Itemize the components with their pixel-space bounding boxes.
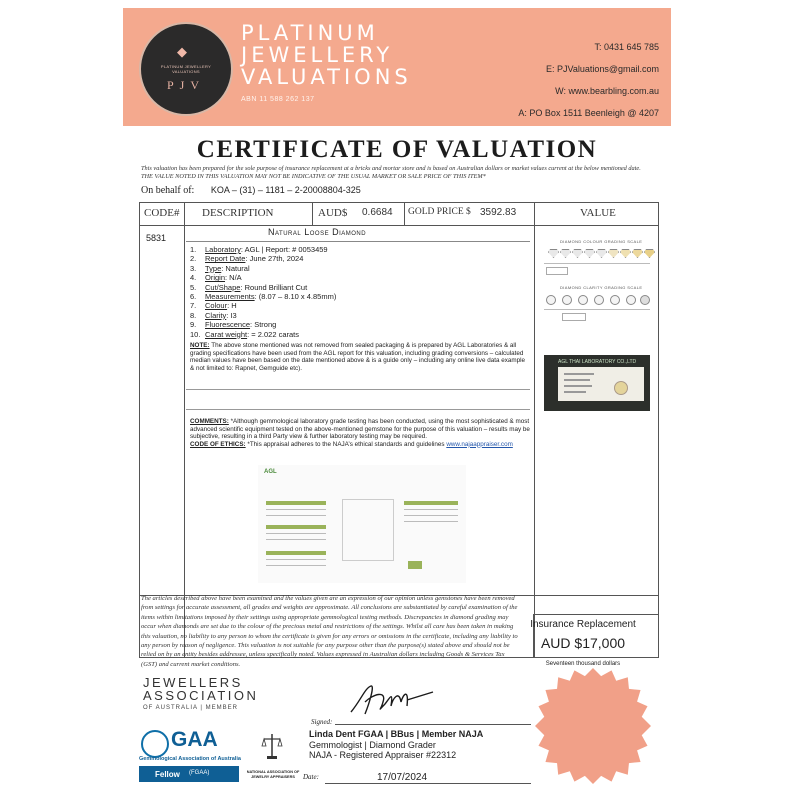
divider [186, 389, 530, 390]
website: W: www.bearbling.com.au [555, 86, 659, 96]
sealed-stone-photo [544, 355, 650, 411]
card-line [564, 379, 590, 381]
contact-block [518, 36, 659, 124]
gem-icon [572, 249, 583, 258]
colour-scale-title: DIAMOND COLOUR GRADING SCALE [560, 239, 643, 244]
report-header-bar [266, 501, 326, 505]
date-value: 17/07/2024 [377, 772, 428, 783]
list-item [190, 254, 530, 263]
item-value: : H [227, 301, 237, 311]
fellow-sub: (FGAA) [189, 770, 210, 776]
date-label: Date: [303, 773, 319, 781]
signer-registration: NAJA - Registered Appraiser #22312 [309, 750, 457, 760]
signer-details [309, 729, 483, 761]
aud-value: 0.6684 [362, 207, 393, 218]
item-value: : N/A [225, 273, 242, 283]
lab-card [558, 367, 644, 401]
report-line [266, 509, 326, 510]
company-logo [139, 22, 233, 116]
report-line [404, 515, 458, 516]
comments-paragraph [190, 418, 530, 448]
note-paragraph [190, 342, 530, 372]
lab-report-image [258, 465, 466, 583]
report-header-bar [266, 551, 326, 555]
clarity-icon [594, 295, 604, 305]
item-label: Carat weight [205, 329, 248, 339]
column-divider [534, 203, 535, 657]
header-band [123, 8, 671, 126]
gem-icon [632, 249, 643, 258]
list-item [190, 320, 530, 329]
item-number: 2. [190, 254, 197, 264]
phone: T: 0431 645 785 [594, 42, 659, 52]
disclaimer-text: The articles described above have been examined and the values given are an expression of our opinion unless gemstones have been removed from settings for accurate assessment, all grades and weights are approximate. All conclusions are substantiated by careful examination of the items within limitations imposed by their settings using appropriate gemmological testing methods. Discrepancies in diamond grading may occur when diamonds are set due to the colour of the precious metal and restrictions of the settings. Whilst all care has been taken in making this valuation, no liability to any person to whom the certificate is given for any errors or omissions in the certificate, including any liability to any person by reason of negligence. This valuation is not suitable for any purpose other than the purpose(s) stated above and should not be relied on by an entity besides addressee, unless specifically noted. Values expressed in Australian dollars including Goods & Services Tax (GST) and current market conditions. [141, 595, 518, 668]
gold-price-value: 3592.83 [480, 207, 517, 218]
list-item [190, 330, 530, 339]
signer-title: Gemmologist | Diamond Grader [309, 739, 436, 750]
gem-icon [548, 249, 559, 258]
value-header: VALUE [580, 207, 616, 219]
item-label: Colour [205, 301, 228, 311]
address: A: PO Box 1511 Beenleigh @ 4207 [518, 108, 659, 118]
scales-of-justice-icon [261, 732, 283, 760]
divider [186, 409, 530, 410]
item-number: 9. [190, 320, 197, 330]
report-line [266, 559, 326, 560]
item-number: 6. [190, 292, 197, 302]
item-value: : AGL | Report: # 0053459 [240, 245, 328, 254]
list-item [190, 301, 530, 310]
item-label: Laboratory [205, 245, 241, 254]
clarity-icon [626, 295, 636, 305]
description-header: DESCRIPTION [202, 207, 274, 219]
item-value: : (8.07 – 8.10 x 4.85mm) [254, 292, 337, 302]
report-line [404, 509, 458, 510]
behalf-reference: KOA – (31) – 1181 – 2-20008804-325 [210, 185, 361, 195]
page-title: CERTIFICATE OF VALUATION [196, 136, 598, 163]
scale-line [544, 309, 650, 310]
report-line [266, 565, 326, 566]
scale-line [544, 263, 650, 264]
seal-stamp [535, 668, 651, 784]
signature-image [347, 680, 437, 720]
certificate-page [123, 8, 671, 792]
gold-price-header: GOLD PRICE $ [408, 207, 471, 217]
brand-line-3: VALUATIONS [241, 65, 412, 89]
ja-subtitle: OF AUSTRALIA | MEMBER [143, 705, 238, 711]
gem-icon [620, 249, 631, 258]
item-number: 1. [190, 245, 197, 254]
item-value: : Strong [250, 320, 277, 330]
signer-name: Linda Dent FGAA | BBus | Member NAJA [309, 729, 484, 739]
gem-icon [584, 249, 595, 258]
brand-line-2: JEWELLERY [241, 43, 394, 67]
item-title: Natural Loose Diamond [268, 227, 367, 237]
item-value: : I3 [226, 310, 237, 320]
divider [186, 241, 530, 242]
item-label: Clarity [205, 310, 227, 320]
item-value: : = 2.022 carats [247, 329, 300, 339]
abn-number: ABN 11 588 262 137 [241, 96, 315, 103]
item-number: 3. [190, 263, 197, 273]
column-divider [312, 203, 313, 225]
item-value: : June 27th, 2024 [245, 254, 304, 264]
signed-label: Signed: [311, 718, 333, 726]
item-value: : Round Brilliant Cut [240, 282, 308, 292]
aud-header: AUD$ [318, 207, 348, 219]
date-line [325, 783, 531, 784]
item-number: 8. [190, 310, 197, 320]
ja-line-1: JEWELLERS [143, 675, 243, 690]
behalf-label: On behalf of: [141, 185, 195, 196]
insurance-value: AUD $17,000 [540, 635, 626, 651]
report-line [404, 521, 458, 522]
list-item [190, 283, 530, 292]
brand-name [241, 22, 412, 88]
clarity-icon [610, 295, 620, 305]
item-label: Cut/Shape [205, 282, 241, 292]
ja-line-2: ASSOCIATION [143, 688, 259, 703]
clarity-icon [640, 295, 650, 305]
list-item [190, 264, 530, 273]
jewellers-association-logo [143, 676, 258, 702]
list-item [190, 311, 530, 320]
diamond-icon: ◆ [177, 44, 187, 59]
list-item [190, 245, 530, 254]
intro-line-1: This valuation has been prepared for the sole purpose of insurance replacement at a bricks and mortar store and is based on Australian dollars or market values current at the below mentioned date. [141, 165, 641, 172]
report-line [266, 533, 326, 534]
lab-box-title: AGL THAI LABORATORY CO.,LTD [558, 359, 637, 365]
item-label: Report Date [205, 254, 246, 264]
code-header: CODE# [144, 207, 180, 219]
valuation-table [139, 202, 659, 658]
clarity-scale-title: DIAMOND CLARITY GRADING SCALE [560, 285, 643, 290]
column-divider [404, 203, 405, 225]
agl-logo: AGL [264, 469, 277, 475]
card-line [564, 391, 586, 393]
insurance-words: Seventeen thousand dollars [545, 661, 621, 667]
scale-marker [546, 267, 568, 275]
clarity-icon [546, 295, 556, 305]
note-text: The above stone mentioned was not removed from sealed packaging & is prepared by AGL Laboratories & all grading specifications have been used from the AGL report for this valuation, including grading conversions – calculated median values have been based on the date mentioned above & is a guide only – including any online live data example & not limited to: Rapnet, Gemguide etc). [190, 342, 526, 372]
report-line [266, 539, 326, 540]
ethics-label: CODE OF ETHICS: [190, 440, 246, 448]
item-number: 5. [190, 282, 197, 292]
clarity-icon [578, 295, 588, 305]
note-label: NOTE: [190, 342, 210, 349]
diamond-icon [614, 381, 628, 395]
intro-line-2: THE VALUE NOTED IN THIS VALUATION MAY NOT BE INDICATIVE OF THE USUAL MARKET OR SALE PRICE OF THIS ITEM* [141, 172, 486, 180]
card-line [564, 385, 592, 387]
list-item [190, 292, 530, 301]
item-label: Measurements [205, 292, 255, 302]
gaa-subtitle: Gemmological Association of Australia [139, 756, 241, 762]
report-line [266, 515, 326, 516]
gaa-emblem-icon [141, 730, 169, 758]
signature-line [335, 724, 531, 725]
insurance-label: Insurance Replacement [530, 619, 636, 630]
agl-stamp [408, 561, 422, 569]
gaa-logo: GAA [171, 728, 218, 751]
comments-text: *Although gemmological laboratory grade testing has been conducted, using the most sophisticated & most advanced scientific equipment tested on the above-mentioned gemstone for the purpose of this valuation – results may be subjective, resulting in a third Party view & further laboratory testing may be required. [190, 418, 530, 441]
card-line [564, 373, 594, 375]
list-item [190, 273, 530, 282]
item-number: 4. [190, 273, 197, 283]
logo-ring-text: PLATINUM JEWELLERY VALUATIONS [160, 64, 212, 74]
gem-icon [608, 249, 619, 258]
table-header [140, 203, 658, 226]
gem-icon [560, 249, 571, 258]
on-behalf-of [141, 185, 361, 196]
fellow-label: Fellow [155, 770, 180, 779]
gem-icon [596, 249, 607, 258]
clarity-icon [562, 295, 572, 305]
column-divider [184, 203, 185, 657]
naja-link[interactable]: www.najaappraiser.com [446, 440, 513, 448]
item-label: Fluorescence [205, 320, 251, 330]
report-header-bar [266, 525, 326, 529]
item-code: 5831 [146, 233, 167, 243]
scale-marker [562, 313, 586, 321]
brand-line-1: PLATINUM [241, 21, 379, 45]
specification-list [190, 245, 530, 339]
gem-icon [644, 249, 655, 258]
comments-label: COMMENTS: [190, 418, 229, 425]
email: E: PJValuations@gmail.com [545, 64, 659, 74]
item-label: Type [205, 263, 222, 273]
item-number: 7. [190, 301, 197, 311]
item-number: 10. [190, 329, 201, 339]
item-label: Origin [205, 273, 226, 283]
naja-logo-text: NATIONAL ASSOCIATION OF JEWELRY APPRAISERS [246, 770, 300, 779]
logo-initials: PJV [166, 78, 205, 92]
ethics-text: *This appraisal adheres to the NAJA’s ethical standards and guidelines [245, 440, 447, 448]
item-value: : Natural [221, 263, 250, 273]
diamond-diagram [342, 499, 394, 561]
intro-text [141, 165, 661, 180]
report-header-bar [404, 501, 458, 505]
